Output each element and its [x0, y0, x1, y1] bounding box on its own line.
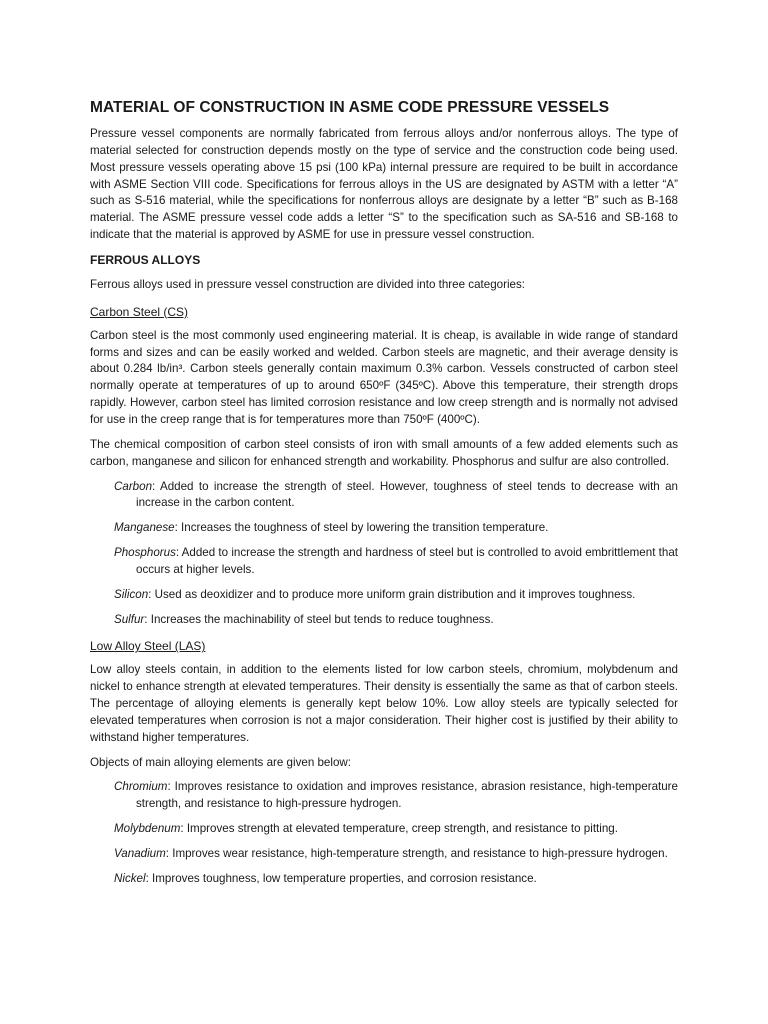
- element-description: : Added to increase the strength of steel. However, toughness of steel tends to decrease with an increase in the carbon content.: [136, 479, 678, 510]
- low-alloy-paragraph-2: Objects of main alloying elements are given below:: [90, 755, 351, 769]
- element-description: : Used as deoxidizer and to produce more uniform grain distribution and it improves toughness.: [148, 587, 636, 601]
- element-item-sulfur: [114, 612, 678, 629]
- element-description: : Improves wear resistance, high-temperature strength, and resistance to high-pressure hydrogen.: [165, 847, 668, 860]
- element-item-manganese: [114, 520, 678, 537]
- element-name: Silicon: [114, 587, 149, 601]
- carbon-steel-paragraph-2: The chemical composition of carbon steel consists of iron with small amounts of a few added elements such as carbon, manganese and silicon for enhanced strength and workability. Phosphorus and sulfur are also controlled.: [90, 437, 678, 468]
- element-name: Sulfur: [114, 612, 145, 626]
- page-title: MATERIAL OF CONSTRUCTION IN ASME CODE PRESSURE VESSELS: [90, 99, 610, 116]
- element-description: : Improves resistance to oxidation and improves resistance, abrasion resistance, high-temperature strength, and resistance to high-pressure hydrogen.: [136, 780, 678, 811]
- low-alloy-paragraph-1: Low alloy steels contain, in addition to the elements listed for low carbon steels, chromium, molybdenum and nickel to enhance strength at elevated temperatures. Their density is essentially the same as that of carbon steels. The percentage of alloying elements is generally kept below 10%. Low alloy steels are typically selected for elevated temperatures when corrosion is not a major consideration. Their higher cost is justified by their ability to withstand higher temperatures.: [90, 663, 678, 744]
- element-description: : Increases the toughness of steel by lowering the transition temperature.: [174, 521, 549, 535]
- element-description: : Improves toughness, low temperature properties, and corrosion resistance.: [145, 871, 537, 885]
- element-name: Phosphorus: [114, 546, 176, 560]
- low-alloy-steel-heading: Low Alloy Steel (LAS): [90, 639, 206, 654]
- ferrous-intro: Ferrous alloys used in pressure vessel construction are divided into three categories:: [90, 277, 525, 291]
- element-item-silicon: [114, 587, 678, 604]
- element-description: : Improves strength at elevated temperature, creep strength, and resistance to pitting.: [180, 822, 618, 836]
- element-item-molybdenum: [114, 821, 678, 838]
- carbon-steel-heading: Carbon Steel (CS): [90, 304, 189, 319]
- element-item-phosphorus: [114, 545, 678, 579]
- element-name: Chromium: [114, 780, 168, 794]
- element-item-chromium: [114, 779, 678, 813]
- element-name: Molybdenum: [114, 822, 181, 836]
- element-item-vanadium: [114, 846, 678, 863]
- document-page: [90, 98, 678, 896]
- carbon-steel-paragraph-1: Carbon steel is the most commonly used engineering material. It is cheap, is available in wide range of standard forms and sizes and can be easily worked and welded. Carbon steels are magnetic, and their average density is about 0.284 lb/in³. Carbon steels generally contain maximum 0.3% carbon. Vessels constructed of carbon steel normally operate at temperatures of up to around 650ºF (345ºC). Above this temperature, their strength drops rapidly. However, carbon steel has limited corrosion resistance and low creep strength and is normally not advised for use in the creep range that is for temperatures more than 750ºF (400ºC).: [90, 328, 678, 426]
- element-description: : Added to increase the strength and hardness of steel but is controlled to avoid embrittlement that occurs at higher levels.: [136, 546, 678, 576]
- element-name: Vanadium: [114, 847, 166, 860]
- intro-paragraph: Pressure vessel components are normally fabricated from ferrous alloys and/or nonferrous alloys. The type of material selected for construction depends mostly on the type of service and the construction code being used. Most pressure vessels operating above 15 psi (100 kPa) internal pressure are required to be built in accordance with ASME Section VIII code. Specifications for ferrous alloys in the US are designated by ASTM with a letter “A” such as S-516 material, while the specifications for nonferrous alloys are designate by a letter “B” such as B-168 material. The ASME pressure vessel code adds a letter “S” to the specification such as SA-516 and SB-168 to indicate that the material is approved by ASME for use in pressure vessel construction.: [90, 127, 678, 242]
- ferrous-alloys-heading: FERROUS ALLOYS: [90, 252, 201, 267]
- element-name: Nickel: [114, 871, 146, 885]
- element-item-carbon: [114, 479, 678, 513]
- element-name: Carbon: [114, 479, 153, 493]
- element-description: : Increases the machinability of steel but tends to reduce toughness.: [144, 612, 494, 626]
- element-name: Manganese: [114, 521, 175, 535]
- element-item-nickel: [114, 871, 678, 888]
